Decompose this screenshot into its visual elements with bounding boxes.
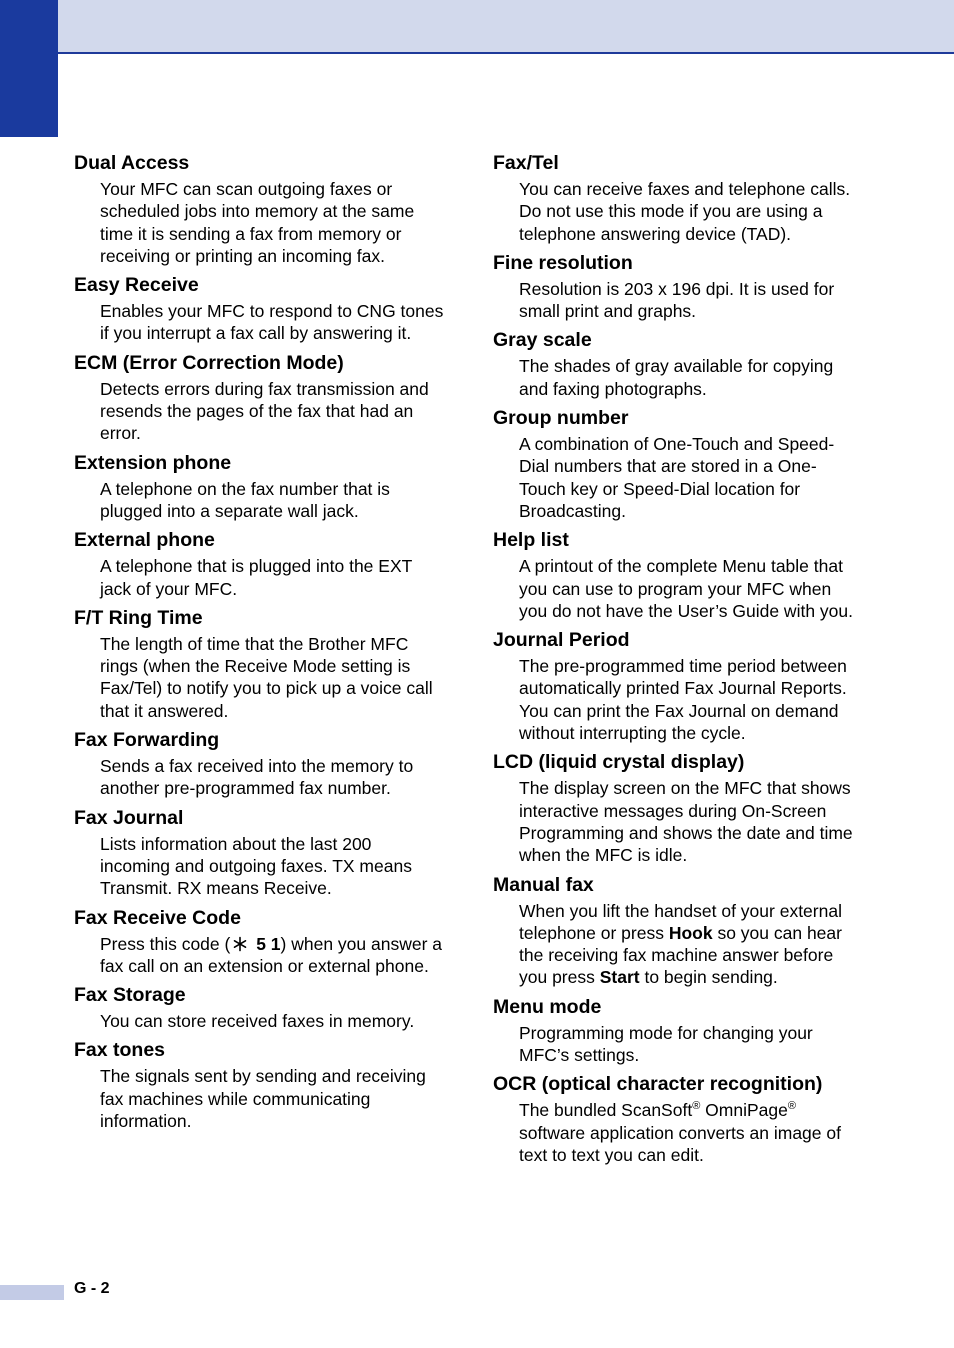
term-title: Fax/Tel xyxy=(493,152,559,174)
term-title: Easy Receive xyxy=(74,274,199,297)
term-definition: A telephone on the fax number that is plugged into a separate wall jack. xyxy=(100,478,390,521)
definition-text: The bundled ScanSoft xyxy=(519,1100,693,1121)
glossary-entry-help-list xyxy=(493,528,863,622)
term-definition: A telephone that is plugged into the EXT jack of your MFC. xyxy=(100,556,412,599)
definition-text: Press this code ( xyxy=(100,933,231,954)
glossary-entry-menu-mode xyxy=(493,995,863,1067)
glossary-entry-dual-access xyxy=(74,151,444,267)
term-title: F/T Ring Time xyxy=(74,606,203,629)
term-title: Fax Journal xyxy=(74,806,184,829)
term-title: Journal Period xyxy=(493,629,630,652)
term-definition: A printout of the complete Menu table that you can use to program your MFC when you do not have the User’s Guide with you. xyxy=(519,556,853,621)
term-title: Menu mode xyxy=(493,995,602,1018)
term-title: Help list xyxy=(493,529,569,552)
term-title: Manual fax xyxy=(493,873,594,896)
term-title: Gray scale xyxy=(493,329,592,352)
term-title: Fax Storage xyxy=(74,984,186,1007)
glossary-entry-extension-phone xyxy=(74,451,444,523)
header-band xyxy=(0,0,954,54)
term-title: Group number xyxy=(493,407,629,430)
page-number: G - 2 xyxy=(74,1280,110,1297)
hook-key-label: Hook xyxy=(668,922,713,943)
term-definition xyxy=(100,933,444,978)
definition-text: to begin sending. xyxy=(639,967,778,988)
term-definition: You can store received faxes in memory. xyxy=(100,1011,415,1032)
glossary-entry-manual-fax xyxy=(493,873,863,989)
glossary-entry-group-number xyxy=(493,406,863,522)
receive-code-digits: 5 1 xyxy=(256,933,281,954)
definition-text: OmniPage xyxy=(700,1100,788,1121)
term-definition: The display screen on the MFC that shows interactive messages during On-Screen Programming and shows the date and time when the MFC is idle. xyxy=(519,778,853,866)
term-definition: You can receive faxes and telephone calls. Do not use this mode if you are using a telephone answering device (TAD). xyxy=(519,179,851,244)
term-definition: Lists information about the last 200 incoming and outgoing faxes. TX means Transmit. RX means Receive. xyxy=(100,833,412,899)
glossary-entry-fax-forwarding xyxy=(74,728,444,800)
term-title: ECM (Error Correction Mode) xyxy=(74,351,344,374)
registered-mark: ® xyxy=(787,1100,796,1113)
term-title: Fax Receive Code xyxy=(74,906,241,929)
definition-text: software application converts an image of text to text you can edit. xyxy=(519,1122,841,1165)
term-definition: Programming mode for changing your MFC’s settings. xyxy=(519,1022,813,1066)
term-definition: Detects errors during fax transmission and resends the pages of the fax that had an error. xyxy=(100,378,429,444)
glossary-entry-ft-ring-time xyxy=(74,606,444,722)
registered-mark: ® xyxy=(692,1100,701,1113)
chapter-tab-block xyxy=(0,0,58,137)
glossary-entry-external-phone xyxy=(74,528,444,600)
term-definition: The signals sent by sending and receiving fax machines while communicating information. xyxy=(100,1066,426,1132)
term-definition xyxy=(519,900,863,989)
glossary-entry-fine-resolution xyxy=(493,251,863,323)
term-title: Fax tones xyxy=(74,1039,166,1062)
glossary-entry-fax-journal xyxy=(74,806,444,900)
term-definition: Enables your MFC to respond to CNG tones if you interrupt a fax call by answering it. xyxy=(100,301,444,344)
term-definition xyxy=(519,1099,863,1166)
term-definition: The pre-programmed time period between automatically printed Fax Journal Reports. You can print the Fax Journal on demand without interrupting the cycle. xyxy=(519,656,847,744)
glossary-entry-lcd xyxy=(493,750,863,866)
glossary-entry-gray-scale xyxy=(493,328,863,400)
glossary-entry-journal-period xyxy=(493,628,863,744)
glossary-entry-fax-receive-code xyxy=(74,906,444,978)
glossary-entry-easy-receive xyxy=(74,273,444,345)
term-definition: The length of time that the Brother MFC rings (when the Receive Mode setting is Fax/Tel) to notify you to pick up a voice call that it answered. xyxy=(100,633,433,721)
term-title: Fax Forwarding xyxy=(74,729,220,752)
glossary-left-column xyxy=(74,151,444,1138)
term-title: External phone xyxy=(74,529,215,552)
glossary-entry-fax-tones xyxy=(74,1038,444,1132)
term-definition: Your MFC can scan outgoing faxes or scheduled jobs into memory at the same time it is sending a fax from memory or receiving or printing an incoming fax. xyxy=(100,179,415,266)
term-title: Dual Access xyxy=(74,152,190,174)
footer-bar xyxy=(0,1285,64,1300)
term-definition: The shades of gray available for copying and faxing photographs. xyxy=(519,356,834,399)
glossary-entry-fax-storage xyxy=(74,983,444,1032)
term-title: LCD (liquid crystal display) xyxy=(493,751,745,774)
start-key-label: Start xyxy=(599,967,640,988)
glossary-entry-fax-tel xyxy=(493,151,863,245)
term-definition: A combination of One-Touch and Speed-Dial numbers that are stored in a One-Touch key or Speed-Dial location for Broadcasting. xyxy=(519,434,835,521)
definition-text: When you lift the handset of your external telephone or press xyxy=(519,900,842,943)
term-title: Fine resolution xyxy=(493,251,633,274)
term-title: Extension phone xyxy=(74,451,232,474)
glossary-entry-ocr xyxy=(493,1072,863,1166)
term-definition: Resolution is 203 x 196 dpi. It is used for small print and graphs. xyxy=(519,278,835,322)
star-key-icon xyxy=(232,936,248,952)
glossary-right-column xyxy=(493,151,863,1172)
glossary-entry-ecm xyxy=(74,351,444,445)
term-title: OCR (optical character recognition) xyxy=(493,1073,823,1096)
term-definition: Sends a fax received into the memory to another pre-programmed fax number. xyxy=(100,756,414,799)
definition-text: ) when you answer a fax call on an extension or external phone. xyxy=(100,933,443,976)
definition-text: so you can hear the receiving fax machine answer before you press xyxy=(519,922,842,988)
